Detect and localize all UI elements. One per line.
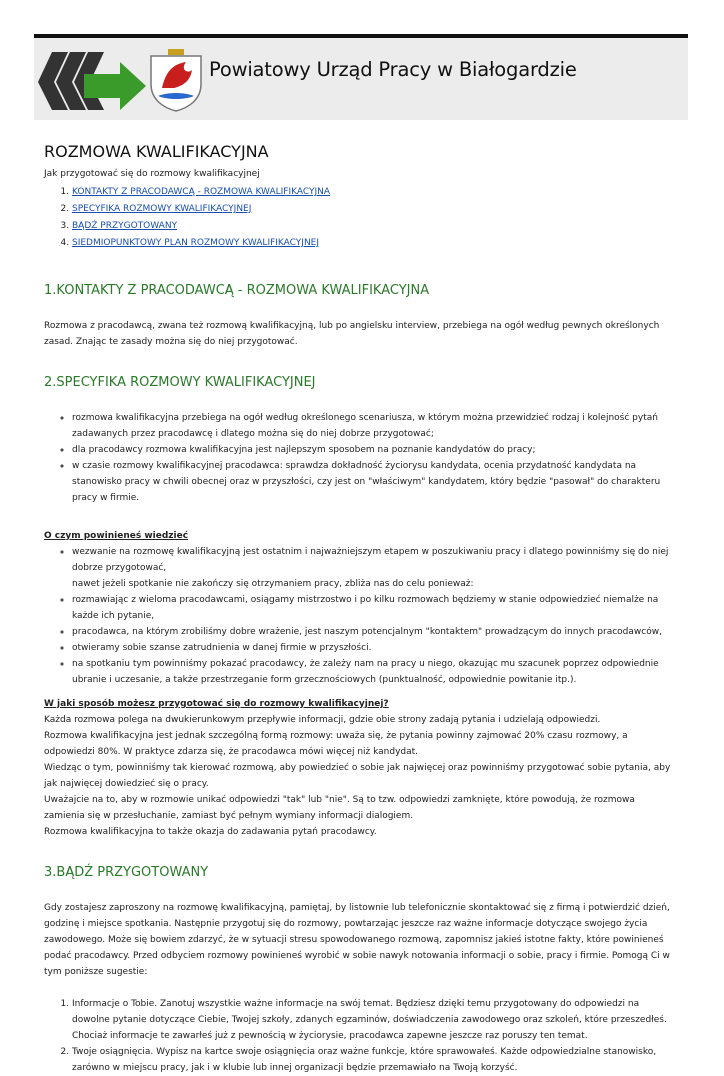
paragraph: Każda rozmowa polega na dwukierunkowym przepływie informacji, gdzie obie strony zadają pytania i udzielają odpowiedzi. — [44, 715, 601, 725]
list-item: 1. Informacje o Tobie. Zanotuj wszystkie ważne informacje na swój temat. Będziesz dzięki temu przygotowany do odpowiedzi na dowolne pytanie dotyczące Ciebie, Twojej szkoły, zdanych egzaminów, doświadczenia zawodowego oraz szkoleń, które przeszedłeś. Chociaż informacje te zawarłeś już z pewnością w życiorysie, pracodawca zapewne jeszcze raz poruszy ten temat. — [72, 996, 678, 1044]
list-item-text: nawet jeżeli spotkanie nie zakończy się otrzymaniem pracy, zbliża nas do celu ponieważ: — [72, 579, 474, 589]
page-intro: Jak przygotować się do rozmowy kwalifikacyjnej — [44, 169, 260, 179]
toc-link-plan[interactable]: SIEDMIOPUNKTOWY PLAN ROZMOWY KWALIFIKACYJNEJ — [72, 238, 320, 248]
list-item-text: wezwanie na rozmowę kwalifikacyjną jest ostatnim i najważniejszym etapem w poszukiwaniu pracy i dlatego powinniśmy się do niej dobrze przygotować, — [72, 547, 669, 573]
know-list — [44, 544, 678, 688]
toc-item — [72, 184, 678, 201]
toc-link-specyfika[interactable]: SPECYFIKA ROZMOWY KWALIFIKACYJNEJ — [72, 204, 252, 214]
toc-link-badz-przygotowany[interactable]: BĄDŹ PRZYGOTOWANY — [72, 221, 178, 231]
list-item: ◦ na spotkaniu tym powinniśmy pokazać pracodawcy, że zależy nam na pracy u niego, okazując mu szacunek poprzez odpowiednie ubranie i uczesanie, a także przestrzeganie form grzecznościowych (punktualność, odpowiednie powitanie itp.). — [72, 656, 678, 688]
preparation-list — [44, 996, 678, 1076]
toc-link-kontakty[interactable]: KONTAKTY Z PRACODAWCĄ - ROZMOWA KWALIFIKACYJNA — [72, 187, 331, 197]
list-item: ◦ rozmowa kwalifikacyjna przebiega na ogół według określonego scenariusza, w którym można przewidzieć rodzaj i kolejność pytań zadawanych przez pracodawcę i dlatego można się do niej dobrze przygotować; — [72, 410, 678, 442]
paragraph: Uważajcie na to, aby w rozmowie unikać odpowiedzi "tak" lub "nie". Są to tzw. odpowiedzi zamknięte, które powodują, że rozmowa zamienia się w przesłuchanie, zamiast być pełnym wymiany informacji dialogiem. — [44, 795, 635, 821]
section-text-badz-przygotowany: Gdy zostajesz zaproszony na rozmowę kwalifikacyjną, pamiętaj, by listownie lub telefonicznie skontaktować się z firmą i potwierdzić dzień, godzinę i miejsce spotkania. Następnie przygotuj się do rozmowy, powtarzając jeszcze raz ważne informacje dotyczące swojego życia zawodowego. Może się bowiem zdarzyć, że w sytuacji stresu spowodowanego rozmową, zapomnisz jakieś istotne fakty, które powinieneś podać pracodawcy. Przed odbyciem rozmowy powinieneś wyrobić w sobie nawyk notowania informacji o sobie, pracy i firmie. Pomogą Ci w tym poniższe sugestie: — [44, 903, 670, 977]
list-item: ◦ pracodawca, na którym zrobiliśmy dobre wrażenie, jest naszym potencjalnym "kontaktem" prowadzącym do innych pracodawców, — [72, 624, 678, 640]
toc-item — [72, 235, 678, 252]
specyfika-list — [44, 410, 678, 506]
site-title: Powiatowy Urząd Pracy w Białogardzie — [209, 58, 577, 81]
arrows-logo-icon — [38, 50, 148, 112]
section-heading-kontakty: 1.KONTAKTY Z PRACODAWCĄ - ROZMOWA KWALIFIKACYJNA — [44, 283, 430, 298]
list-item: ◦ otwieramy sobie szanse zatrudnienia w danej firmie w przyszłości. — [72, 640, 678, 656]
griffin-crest-icon — [148, 48, 204, 112]
main-content — [34, 120, 688, 1073]
section-heading-badz-przygotowany: 3.BĄDŹ PRZYGOTOWANY — [44, 865, 209, 880]
section-heading-specyfika: 2.SPECYFIKA ROZMOWY KWALIFIKACYJNEJ — [44, 375, 316, 390]
list-item: ◦ w czasie rozmowy kwalifikacyjnej pracodawca: sprawdza dokładność życiorysu kandydata, ocenia przydatność kandydata na stanowisko pracy w chwili obecnej oraz w przyszłości, czy jest on "właściwym" kandydatem, który będzie "pasował" do charakteru pracy w firmie. — [72, 458, 678, 506]
page-title: ROZMOWA KWALIFIKACYJNA — [44, 142, 269, 161]
paragraph: Rozmowa kwalifikacyjna jest jednak szczególną formą rozmowy: uważa się, że pytania powinny zajmować 20% czasu rozmowy, a odpowiedzi 80%. W praktyce zdarza się, że pracodawca mówi więcej niż kandydat. — [44, 731, 628, 757]
subheading-know: O czym powinieneś wiedzieć — [44, 531, 189, 541]
list-item: ◦ rozmawiając z wieloma pracodawcami, osiągamy mistrzostwo i po kilku rozmowach będziemy w stanie odpowiedzieć niemalże na każde ich pytanie, — [72, 592, 678, 624]
list-item: ◦ dla pracodawcy rozmowa kwalifikacyjna jest najlepszym sposobem na poznanie kandydatów do pracy; — [72, 442, 678, 458]
table-of-contents — [44, 184, 678, 252]
toc-item — [72, 201, 678, 218]
paragraph: Wiedząc o tym, powinniśmy tak kierować rozmową, aby powiedzieć o sobie jak najwięcej oraz powinniśmy przygotować sobie pytania, aby jak najwięcej dowiedzieć się o pracy. — [44, 763, 671, 789]
paragraph: Rozmowa kwalifikacyjna to także okazja do zadawania pytań pracodawcy. — [44, 827, 377, 837]
toc-item — [72, 218, 678, 235]
section-text-kontakty: Rozmowa z pracodawcą, zwana też rozmową kwalifikacyjną, lub po angielsku interview, przebiega na ogół według pewnych określonych zasad. Znając te zasady można się do niej przygotować. — [44, 321, 660, 347]
list-item — [72, 544, 678, 592]
list-item: 2. Twoje osiągnięcia. Wypisz na kartce swoje osiągnięcia oraz ważne funkcje, które sprawowałeś. Każde odpowiedzialne stanowisko, zarówno w miejscu pracy, jak i w klubie lub innej organizacji będzie przemawiało na Twoją korzyść. — [72, 1044, 678, 1076]
subheading-how: W jaki sposób możesz przygotować się do rozmowy kwalifikacyjnej? — [44, 699, 389, 709]
top-bar — [34, 34, 688, 38]
